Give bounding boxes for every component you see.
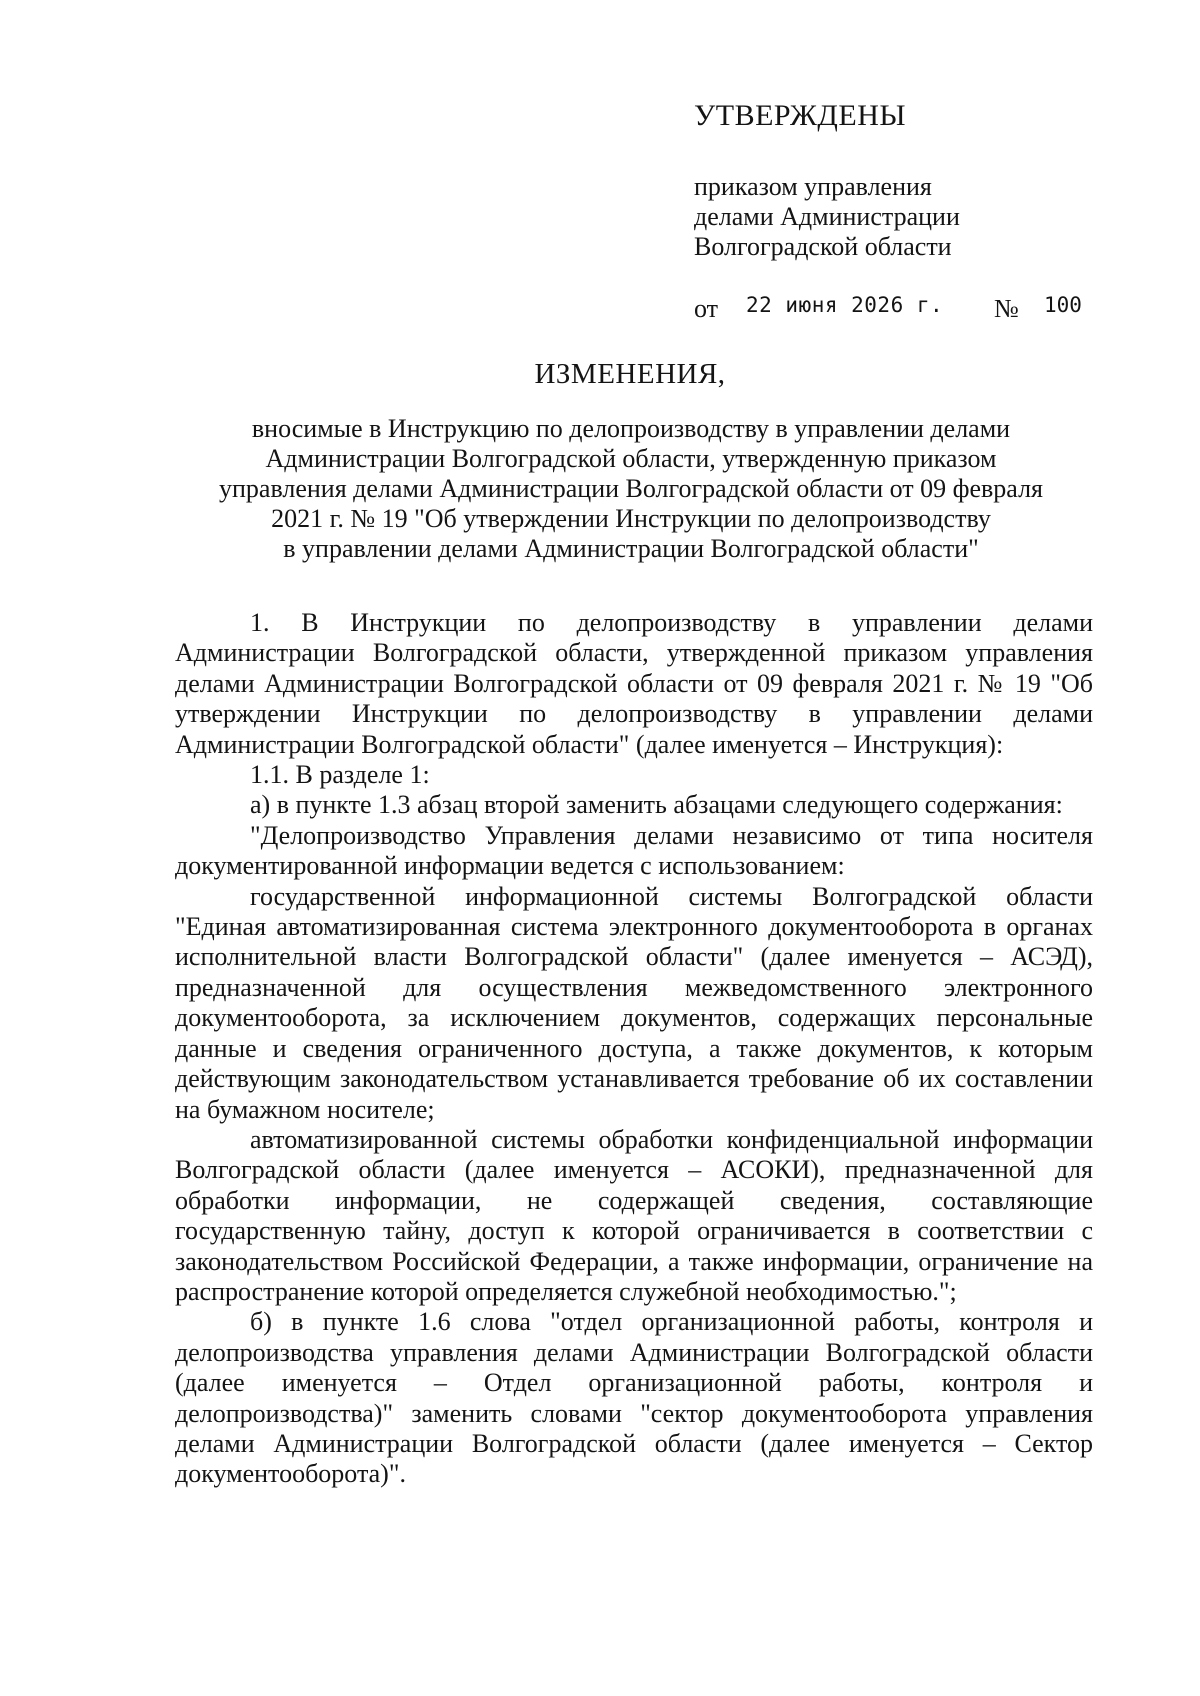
subtitle-line: вносимые в Инструкцию по делопроизводству в управлении делами: [251, 414, 1011, 443]
approval-line: Волгоградской области: [694, 232, 952, 261]
approval-line: приказом управления: [694, 172, 932, 201]
paragraph: б) в пункте 1.6 слова "отдел организационной работы, контроля и делопроизводства управления делами Администрации Волгоградской области (далее именуется – Отдел организационной работы, контроля и делопроизводства)" заменить словами "сектор документооборота управления делами Администрации Волгоградской области (далее именуется – Сектор документооборота)".: [175, 1307, 1093, 1489]
subtitle-line: Администрации Волгоградской области, утвержденную приказом: [265, 444, 997, 473]
subtitle-line: 2021 г. № 19 "Об утверждении Инструкции по делопроизводству: [271, 504, 991, 533]
subtitle-line: в управлении делами Администрации Волгоградской области": [283, 534, 979, 563]
paragraph: 1.1. В разделе 1:: [250, 760, 430, 790]
approval-date-row: [694, 288, 1114, 322]
approval-block: [694, 98, 1114, 323]
approval-title: УТВЕРЖДЕНЫ: [694, 99, 907, 132]
paragraph: а) в пункте 1.3 абзац второй заменить абзацами следующего содержания:: [250, 790, 1063, 820]
number-prefix: №: [994, 294, 1019, 323]
paragraph: государственной информационной системы Волгоградской области "Единая автоматизированная система электронного документооборота в органах исполнительной власти Волгоградской области" (далее именуется – АСЭД), предназначенной для осуществления межведомственного электронного документооборота, за исключением документов, содержащих персональные данные и сведения ограниченного доступа, а также документов, к которым действующим законодательством устанавливается требование об их составлении на бумажном носителе;: [175, 881, 1093, 1124]
approval-line: делами Администрации: [694, 202, 960, 231]
paragraph: автоматизированной системы обработки конфиденциальной информации Волгоградской области (далее именуется – АСОКИ), предназначенной для обработки информации, не содержащей сведения, составляющие государственную тайну, доступ к которой ограничивается в соответствии с законодательством Российской Федерации, а также информации, ограничение на распространение которой определяется служебной необходимостью.";: [175, 1124, 1093, 1306]
paragraph: "Делопроизводство Управления делами независимо от типа носителя документированной информации ведется с использованием:: [175, 820, 1093, 881]
document-title: ИЗМЕНЕНИЯ,: [534, 358, 726, 390]
document-body: [175, 608, 1093, 1490]
approval-date: 22 июня 2026 г.: [746, 293, 944, 317]
approval-number: 100: [1044, 293, 1082, 317]
subtitle-line: управления делами Администрации Волгоградской области от 09 февраля: [218, 474, 1044, 503]
document-subtitle: [170, 414, 1092, 564]
date-prefix: от: [694, 294, 719, 323]
paragraph: 1. В Инструкции по делопроизводству в управлении делами Администрации Волгоградской области, утвержденной приказом управления делами Администрации Волгоградской области от 09 февраля 2021 г. № 19 "Об утверждении Инструкции по делопроизводству в управлении делами Администрации Волгоградской области" (далее именуется – Инструкция):: [175, 608, 1093, 759]
